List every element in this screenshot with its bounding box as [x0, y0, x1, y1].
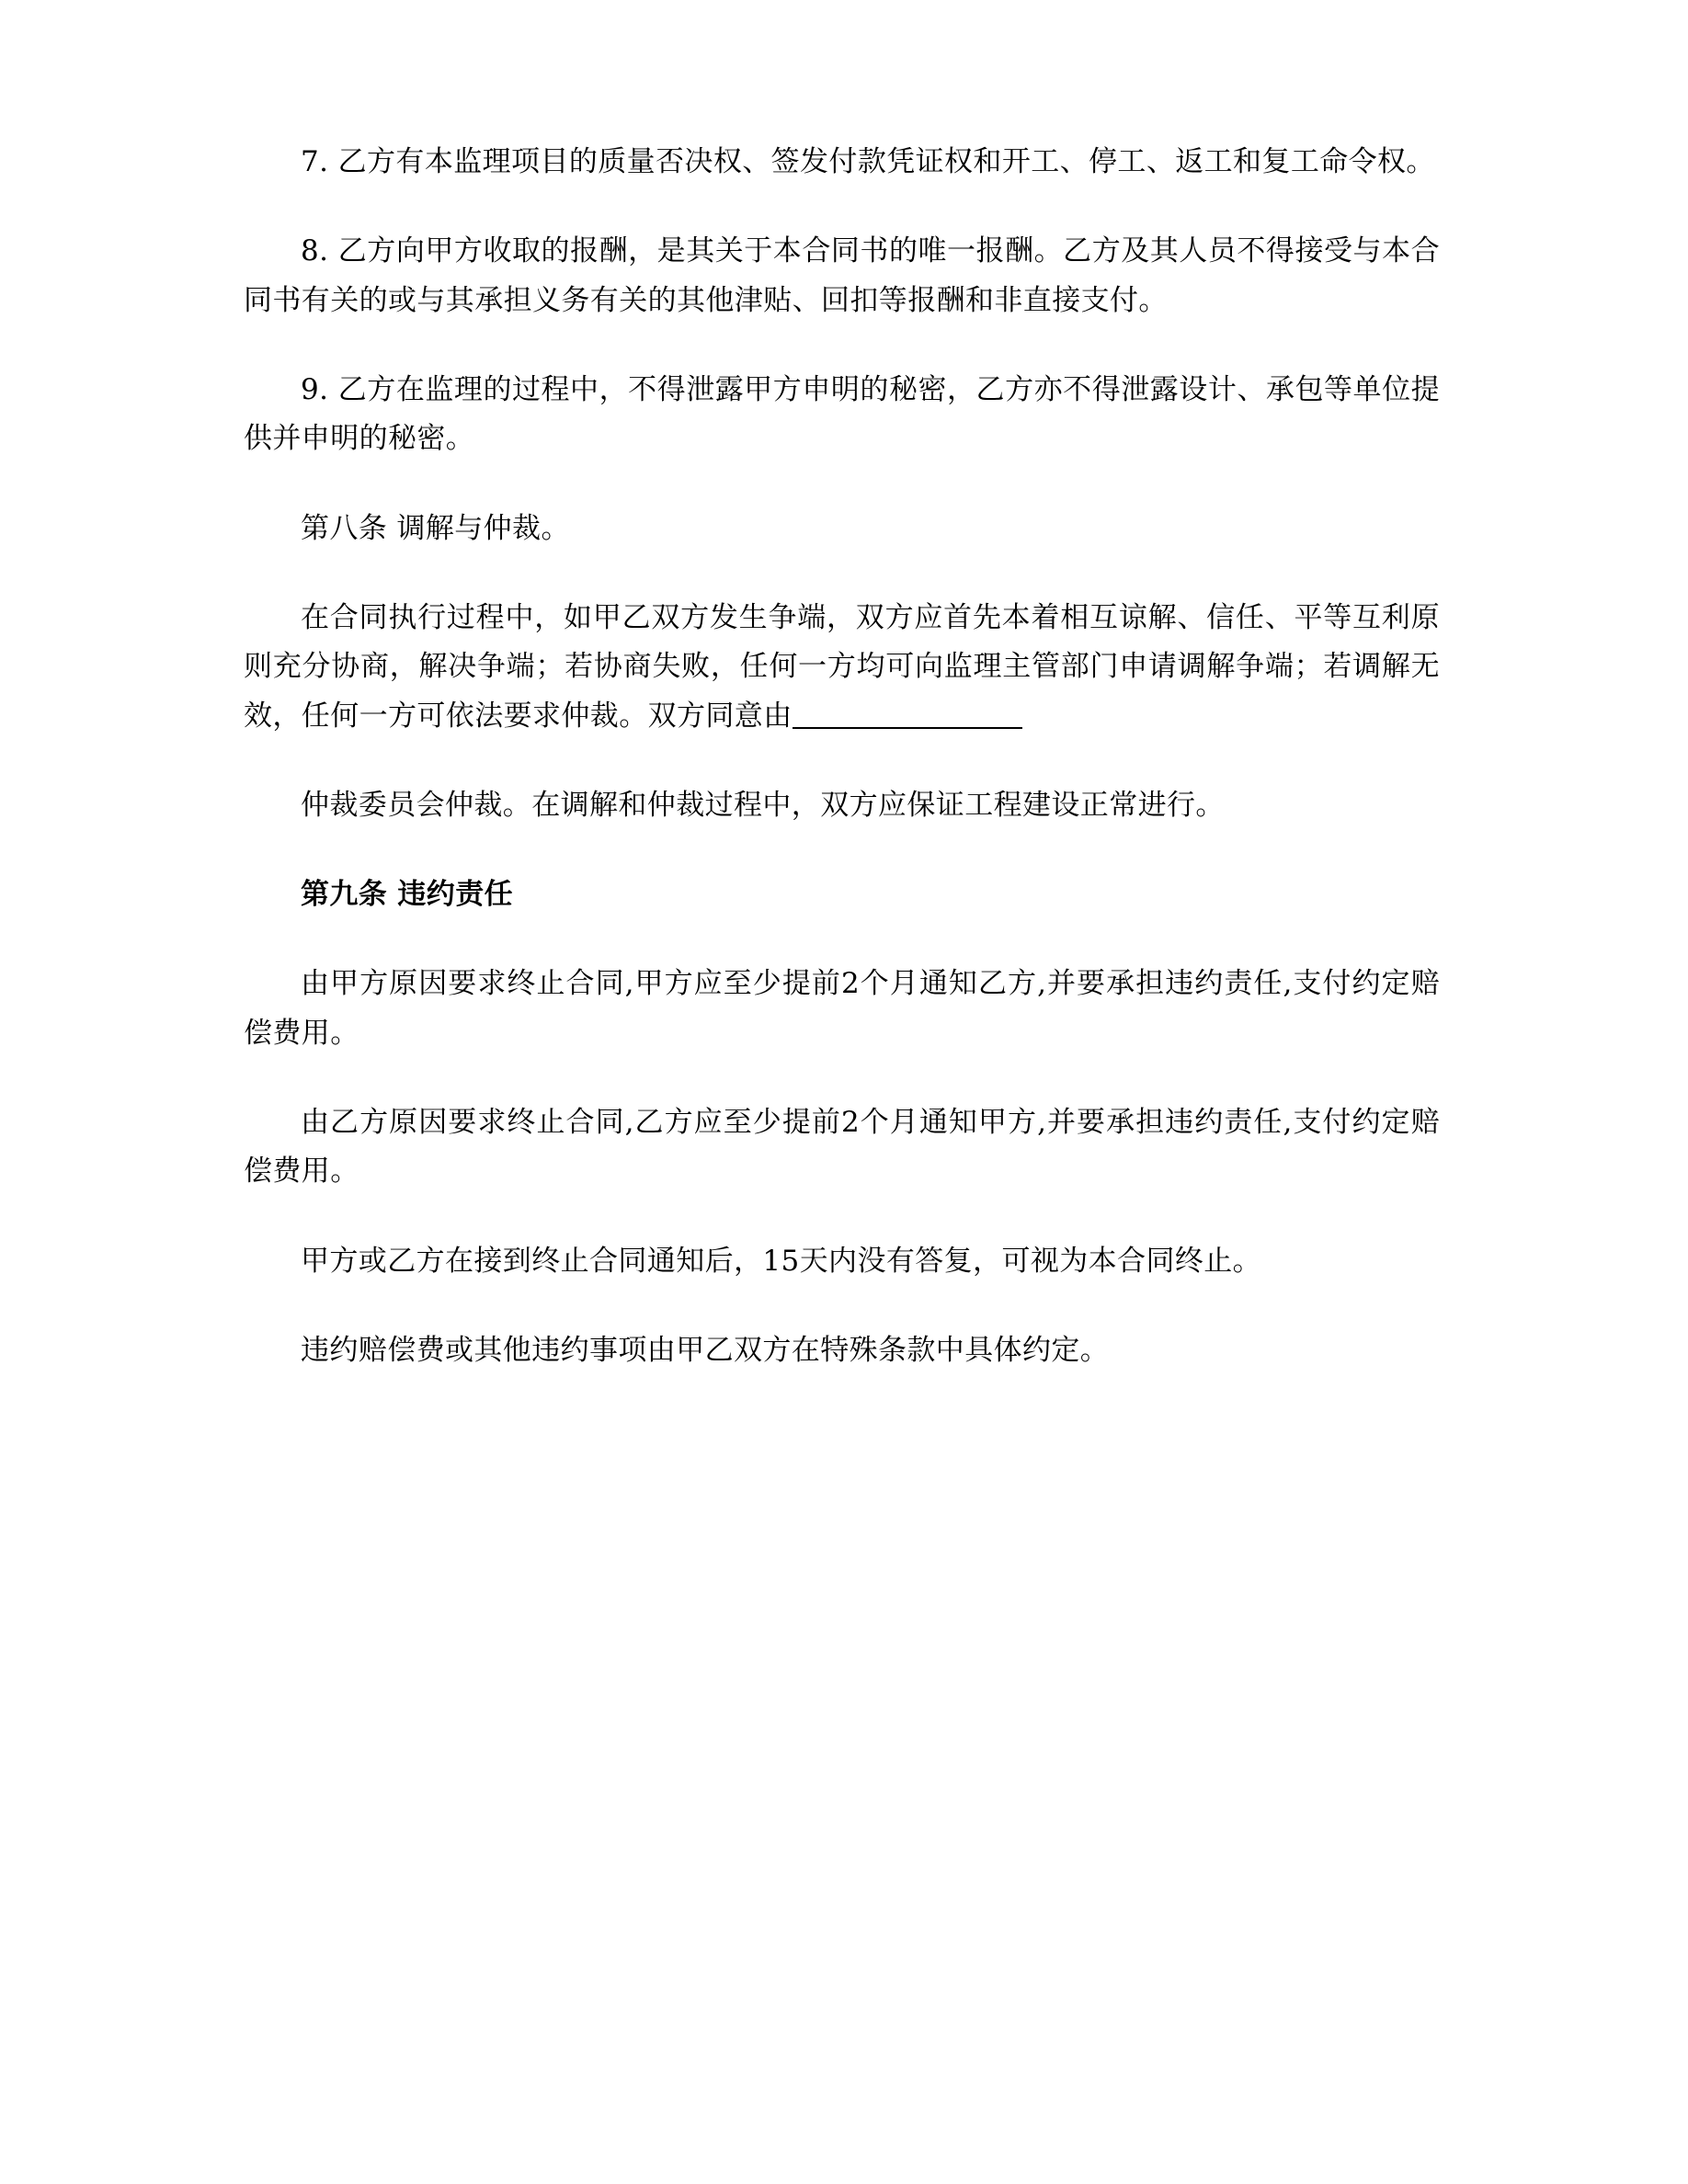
heading-article-9 [244, 870, 1440, 919]
document-body [244, 138, 1440, 1375]
paragraph-article-8-body-2 [244, 781, 1440, 830]
paragraph-clause-8 [244, 227, 1440, 325]
paragraph-text: 在合同执行过程中，如甲乙双方发生争端，双方应首先本着相互谅解、信任、平等互利原则充分协商，解决争端；若协商失败，任何一方均可向监理主管部门申请调解争端；若调解无效，任何一方可依法要求仲裁。双方同意由 [244, 600, 1440, 733]
paragraph-clause-7 [244, 138, 1440, 187]
fill-in-blank [793, 727, 1022, 729]
paragraph-clause-9 [244, 366, 1440, 464]
paragraph-text: 8. 乙方向甲方收取的报酬，是其关于本合同书的唯一报酬。乙方及其人员不得接受与本合同书有关的或与其承担义务有关的其他津贴、回扣等报酬和非直接支付。 [244, 234, 1440, 317]
paragraph-text: 由甲方原因要求终止合同,甲方应至少提前2个月通知乙方,并要承担违约责任,支付约定赔偿费用。 [244, 967, 1440, 1050]
paragraph-text: 甲方或乙方在接到终止合同通知后，15天内没有答复，可视为本合同终止。 [301, 1244, 1262, 1278]
paragraph-text: 9. 乙方在监理的过程中，不得泄露甲方申明的秘密，乙方亦不得泄露设计、承包等单位提供并申明的秘密。 [244, 372, 1440, 456]
paragraph-article-9-body-2 [244, 1098, 1440, 1197]
heading-text: 第九条 违约责任 [301, 878, 513, 912]
paragraph-article-9-body-4 [244, 1326, 1440, 1375]
paragraph-text: 7. 乙方有本监理项目的质量否决权、签发付款凭证权和开工、停工、返工和复工命令权。 [301, 145, 1435, 178]
paragraph-article-8-body-1 [244, 594, 1440, 741]
heading-article-8 [244, 505, 1440, 553]
paragraph-article-9-body-3 [244, 1237, 1440, 1286]
paragraph-text: 违约赔偿费或其他违约事项由甲乙双方在特殊条款中具体约定。 [301, 1334, 1110, 1367]
paragraph-text: 由乙方原因要求终止合同,乙方应至少提前2个月通知甲方,并要承担违约责任,支付约定赔偿费用。 [244, 1106, 1440, 1189]
paragraph-text: 仲裁委员会仲裁。在调解和仲裁过程中，双方应保证工程建设正常进行。 [301, 788, 1225, 822]
heading-text: 第八条 调解与仲裁。 [301, 511, 570, 545]
paragraph-article-9-body-1 [244, 960, 1440, 1058]
